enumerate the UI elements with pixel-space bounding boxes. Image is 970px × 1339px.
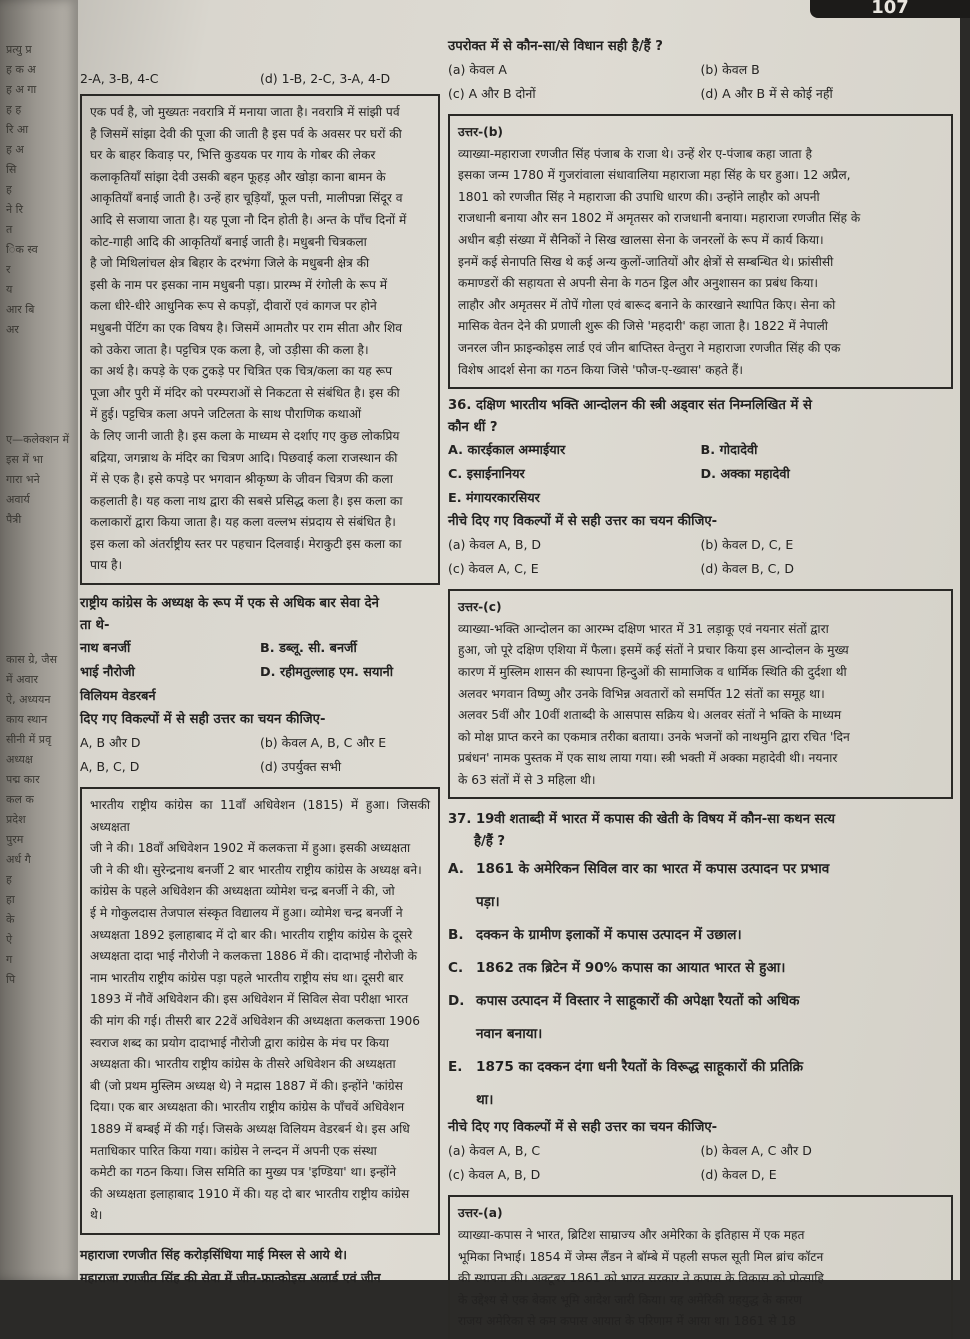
spine-text-line: ह: [6, 873, 12, 886]
explanation-line: 1801 को रणजीत सिंह ने महाराजा की उपाधि धारण की। उन्होंने लाहौर को अपनी: [458, 189, 820, 204]
statement-row: [448, 919, 953, 952]
question-text: उपरोक्त में से कौन-सा/से विधान सही है/हैं ?: [448, 39, 663, 54]
spine-text-line: गारा भने: [6, 473, 40, 486]
explanation-line: व्याख्या-कपास ने भारत, ब्रिटिश साम्राज्य और अमेरिका के इतिहास में एक महत: [458, 1228, 805, 1243]
statement-row: [448, 1051, 953, 1084]
answer-choices-row-2: [448, 557, 953, 581]
spine-text-line: ह अ: [6, 143, 24, 156]
explanation-line: विशेष आदर्श सेना का गठन किया जिसे 'फौज-ए-ख्वास' कहते हैं।: [458, 362, 743, 377]
statement-row: [448, 985, 953, 1018]
explanation-line: पाय है।: [90, 558, 123, 573]
question-text-cont: ता थे-: [80, 618, 110, 634]
choice-c: A, B, C, D: [80, 759, 140, 775]
spine-text-line: अर्ध गै: [6, 853, 31, 866]
option-b: B. डब्लू. सी. बनर्जी: [260, 641, 357, 657]
option-e: E. मंगायरकारसियर: [448, 491, 540, 507]
choice-d: (d) A और B में से कोई नहीं: [700, 86, 833, 101]
statement-text: नवान बनाया।: [476, 1026, 543, 1043]
spine-text-line: पैत्री: [6, 513, 22, 526]
statement-row: [448, 886, 953, 919]
explanation-line: थे।: [90, 1208, 103, 1223]
spine-text-line: रि आ: [6, 123, 29, 136]
spine-text-line: अवार्य: [6, 493, 30, 506]
spine-text-line: के: [6, 913, 15, 926]
right-column: [448, 36, 953, 1339]
spine-text-line: ए—कलेक्शन में: [6, 433, 70, 446]
explanation-line: भारतीय राष्ट्रीय कांग्रेस का 11वाँ अधिवेशन (1815) में हुआ। जिसकी अध्यक्षता: [90, 798, 430, 834]
option-c: C. इसाईनानियर: [448, 467, 525, 483]
choice-b: (b) केवल A, B, C और E: [260, 735, 387, 751]
answer-label: उत्तर-(c): [458, 600, 502, 615]
answer-label: उत्तर-(b): [458, 125, 504, 139]
spine-text-line: य: [6, 283, 13, 296]
answer-choices-row-1: [448, 1139, 953, 1163]
explanation-line: की स्थापना की। अक्टूबर 1861 को भारत सरकार ने कपास के विकास को प्रोत्साहि: [458, 1271, 824, 1286]
choice-c: (c) केवल A, C, E: [448, 561, 539, 577]
spine-text-line: अर: [6, 323, 19, 336]
choice-d: (d) उपर्युक्त सभी: [260, 759, 342, 775]
left-column: [80, 68, 440, 1289]
question-text: 37. 19वी शताब्दी में भारत में कपास की खेती के विषय में कौन-सा कथन सत्य: [448, 812, 835, 828]
statement-row: [448, 1018, 953, 1051]
answer-box-ranjit-singh: [448, 114, 953, 389]
spine-text-line: त: [6, 223, 13, 236]
explanation-line: के लिए जानी जाती है। इस कला के माध्यम से दर्शाए गए कुछ लोकप्रिय: [90, 428, 400, 443]
spine-text-line: काय स्थान: [6, 713, 48, 726]
explanation-line: घर के बाहर किवाड़ पर, भित्ति कुडयक पर गाय के गोबर की लेकर: [90, 148, 376, 163]
question-text-cont: कौन थीं ?: [448, 420, 498, 436]
explanation-line: है जिसमें सांझा देवी की पूजा की जाती है इस पर्व के अवसर पर घरों की: [90, 126, 402, 141]
spine-text-line: कास ग्रे, जैस: [6, 653, 58, 666]
explanation-line: जी ने की थी। सुरेन्द्रनाथ बनर्जी 2 बार भारतीय राष्ट्रीय कांग्रेस के अध्यक्ष बने।: [90, 862, 422, 877]
explanation-line: स्वराज शब्द का प्रयोग दादाभाई नौरोजी द्वारा कांग्रेस के मंच पर किया: [90, 1035, 389, 1050]
statement-row: [448, 1084, 953, 1117]
spine-text-line: सि: [6, 163, 17, 176]
explanation-line: ई मे गोकुलदास तेजपाल संस्कृत विद्यालय में हुआ। व्योमेश चन्द्र बनर्जी ने: [90, 906, 403, 921]
spine-text-line: में अवार: [6, 673, 38, 686]
spine-text-line: इस में भा: [6, 453, 43, 466]
statement-text: दक्कन के ग्रामीण इलाकों में कपास उत्पादन में उछाल।: [476, 927, 742, 944]
spine-text-line: अध्यक्ष: [6, 753, 33, 766]
explanation-line: पूजा और पुरी में मंदिर को परम्पराओं से निकटता से संबंधित है। इस की: [90, 385, 400, 400]
explanation-line: 1889 में बम्बई में की गई। जिसके अध्यक्ष विलियम वेडरबर्न थे। इस अधि: [90, 1121, 410, 1136]
spine-text-line: ह अ गा: [6, 83, 37, 96]
answer-label: उत्तर-(a): [458, 1206, 503, 1221]
explanation-line: आकृतियाँ बनाई जाती है। उन्हें हार चूड़ियाँ, फूल पत्ती, मालीपन्ना सिंदूर व: [90, 191, 403, 206]
explanation-line: के 63 संतों में से 3 महिला थी।: [458, 772, 596, 787]
answer-choices-row-2: [448, 82, 953, 106]
spine-text-line: आर बि: [6, 303, 35, 316]
option-d: (d) 1-B, 2-C, 3-A, 4-D: [260, 71, 391, 86]
explanation-line: का अर्थ है। कपड़े के एक टुकड़े पर चित्रित एक चित्र/कला का यह रूप: [90, 364, 393, 379]
choice-b: (b) केवल B: [700, 62, 760, 77]
statement-text: पड़ा।: [476, 894, 500, 911]
answer-box-bhakti: [448, 589, 953, 799]
question-text: राष्ट्रीय कांग्रेस के अध्यक्ष के रूप में एक से अधिक बार सेवा देने: [80, 596, 379, 612]
choice-a: (a) केवल A, B, C: [448, 1143, 541, 1159]
spine-text-line: पि: [6, 973, 16, 986]
explanation-line: बद्रिया, जगन्नाथ के मंदिर का चित्रण आदि। पिछवाई कला राजस्थान की: [90, 450, 398, 465]
next-explanation-start: [80, 1243, 440, 1289]
explanation-line: कोट-गाही आदि की आकृतियाँ बनाई जाती है। मधुबनी चित्रकला: [90, 234, 367, 249]
explanation-line: इनमें कई सेनापति सिख थे कई अन्य कुलों-जातियों और क्षेत्रों से सम्बन्धित थे। फ्रांसीसी: [458, 254, 834, 269]
explanation-line: कमाण्डरों की सहायता से अपनी सेना के गठन ड्रिल और अनुशासन का प्रबंध किया।: [458, 276, 818, 291]
explanation-line: में हुई। पट्टचित्र कला अपने जटिलता के साथ पौराणिक कथाओं: [90, 407, 362, 422]
explanation-line: को उकेरा जाता है। पट्टचित्र एक कला है, जो उड़ीसा की कला है।: [90, 342, 369, 357]
spine-text-line: सीनी में प्रवृ: [6, 733, 52, 746]
question-instruction: नीचे दिए गए विकल्पों में से सही उत्तर का चयन कीजिए-: [448, 1120, 718, 1136]
option-d: D. अक्का महादेवी: [700, 467, 790, 483]
explanation-line: मधुबनी पेंटिंग का एक विषय है। जिसमें आमतौर पर राम सीता और शिव: [90, 320, 403, 335]
choice-b: (b) केवल D, C, E: [700, 537, 794, 553]
explanation-line: राजय अमेरिका से कम कपास आयात के परिणाम में आया था। 1861 से 18: [458, 1314, 797, 1329]
statement-text: कपास उत्पादन में विस्तार ने साहूकारों की अपेक्षा रैयतों को अधिक: [476, 993, 800, 1010]
answer-choices-row-1: [448, 58, 953, 82]
explanation-line: है जो मिथिलांचल क्षेत्र बिहार के दरभंगा जिले के मधुबनी क्षेत्र की: [90, 256, 370, 271]
statement-letter: C.: [448, 960, 464, 977]
previous-question-tail: [448, 36, 953, 106]
spine-text-line: ने रि: [6, 203, 23, 216]
spine-text-line: ह: [6, 183, 12, 196]
statement-row: [448, 952, 953, 985]
explanation-line: अलवर 5वीं और 10वीं शताब्दी के आसपास सक्रिय थे। अलवर संतों ने भक्ति के माध्यम: [458, 708, 842, 723]
explanation-line: को मोक्ष प्राप्त करने का एकमात्र तरीका बताया। उनके भजनों को नाथमुनि द्वारा रचित 'दिन: [458, 729, 850, 744]
explanation-line: व्याख्या-भक्ति आन्दोलन का आरम्भ दक्षिण भारत में 31 लड़ाकू एवं नयनार संतों द्वारा: [458, 621, 829, 636]
explanation-line: मासिक वेतन देने की प्रणाली शुरू की जिसे 'महदारी' कहा जाता है। 1822 में नेपाली: [458, 319, 828, 334]
spine-text-line: ह ह: [6, 103, 22, 116]
explanation-line: इसी के नाम पर इसका नाम मधुबनी पड़ा। प्रारम्भ में रंगोली के रूप में: [90, 277, 388, 292]
explanation-line: भूमिका निभाई। 1854 में जेम्स लैंडन ने बॉम्बे में पहली सफल सूती मिल ब्रांच कॉटन: [458, 1249, 824, 1264]
spine-text-line: ऐ: [6, 933, 13, 946]
spine-text-line: प्रत्यु प्र: [6, 43, 32, 56]
explanation-line: कलाकृतियाँ सांझा देवी उसकी बहन फूहड़ और खोड़ा काना बामन के: [90, 169, 386, 184]
spine-text-line: ग: [6, 953, 13, 966]
choice-c: (c) A और B दोनों: [448, 86, 536, 101]
explanation-line: अध्यक्षता 1892 इलाहाबाद में दो बार की। भारतीय राष्ट्रीय कांग्रेस के दूसरे: [90, 927, 413, 942]
statement-text: 1862 तक ब्रिटेन में 90% कपास का आयात भारत से हुआ।: [476, 960, 786, 977]
option-a: नाथ बनर्जी: [80, 641, 131, 657]
explanation-line: कलाकारों द्वारा किया जाता है। यह कला वल्लभ संप्रदाय से संबंधित है।: [90, 515, 396, 530]
explanation-line: राजधानी बनाया और सन 1802 में अमृतसर को राजधानी बनाया। महाराजा रणजीत सिंह के: [458, 211, 861, 226]
statement-row: [448, 853, 953, 886]
explanation-line: लाहौर और अमृतसर में तोपें गोला एवं बारूद बनाने के कारखाने स्थापित किए। सेना को: [458, 297, 836, 312]
question-text-cont: है/हैं ?: [474, 834, 506, 850]
choice-a: (a) केवल A: [448, 62, 507, 77]
spine-text-line: कल क: [6, 793, 34, 806]
option-c: भाई नौरोजी: [80, 665, 135, 681]
tail-line-1: महाराजा रणजीत सिंह करोड़सिंधिया माई मिस्ल से आये थे।: [80, 1246, 347, 1262]
explanation-line: जनरल जीन फ्राइन्कोइस लार्ड एवं जीन बाप्तिस्त वेन्तुरा ने महाराजा रणजीत सिंह की एक: [458, 340, 841, 355]
question-options-row-1: [80, 637, 440, 661]
spine-text-line: र: [6, 263, 11, 276]
question-congress: [80, 593, 440, 779]
spine-text-lower: [6, 650, 66, 990]
spine-text-line: हा: [6, 893, 15, 906]
spine-text-middle: [6, 430, 70, 530]
explanation-line: इस कला को अंतर्राष्ट्रीय स्तर पर पहचान दिलवाई। मेराकुटी इस कला का: [90, 536, 402, 551]
explanation-line: अध्यक्षता की। भारतीय राष्ट्रीय कांग्रेस के तीसरे अधिवेशन की अध्यक्षता: [90, 1057, 396, 1072]
statement-text: था।: [476, 1092, 494, 1109]
choice-a: (a) केवल A, B, D: [448, 537, 542, 553]
explanation-line: कारण में मुस्लिम शासन की स्थापना हिन्दुओं की सामाजिक व धार्मिक स्थिति की दुर्दशा थी: [458, 664, 847, 679]
answer-choices-row-2: [80, 755, 440, 779]
explanation-line: एक पर्व है, जो मुख्यतः नवरात्रि में मनाया जाता है। नवरात्रि में सांझी पर्व: [90, 105, 400, 119]
choice-b: (b) केवल A, C और D: [700, 1143, 812, 1159]
answer-choices-row-1: [448, 533, 953, 557]
explanation-line: कला धीरे-धीरे आधुनिक रूप से कपड़ों, दीवारों एवं कागज पर होने: [90, 299, 377, 314]
explanation-line: कहलाती है। यह कला नाथ द्वारा की सबसे प्रसिद्ध कला है। इस कला का: [90, 493, 403, 508]
statement-letter: E.: [448, 1059, 463, 1076]
explanation-line: अध्यक्षता दादा भाई नौरोजी ने कलकत्ता 1886 में की। दादाभाई नौरोजी के: [90, 949, 417, 964]
option-e: विलियम वेडरबर्न: [80, 689, 156, 705]
question-options-row-2: [80, 661, 440, 685]
choice-c: (c) केवल A, B, D: [448, 1167, 541, 1183]
statement-text: 1861 के अमेरिकन सिविल वार का भारत में कपास उत्पादन पर प्रभाव: [476, 861, 830, 878]
statement-letter: B.: [448, 927, 464, 944]
question-37-statements: [448, 853, 953, 1117]
explanation-line: कांग्रेस के पहले अधिवेशन की अध्यक्षता व्योमेश चन्द्र बनर्जी ने की, जो: [90, 884, 395, 899]
explanation-line: की अध्यक्षता इलाहाबाद 1910 में की। यह दो बार भारतीय राष्ट्रीय कांग्रेस: [90, 1186, 410, 1201]
choice-d: (d) केवल D, E: [700, 1167, 777, 1183]
answer-choices-row-1: [80, 731, 440, 755]
explanation-line: जी ने की। 18वाँ अधिवेशन 1902 में कलकत्ता में हुआ। इसकी अध्यक्षता: [90, 841, 411, 856]
explanation-line: मताधिकार पारित किया गया। कांग्रेस ने लन्दन में अपनी एक संस्था: [90, 1143, 377, 1158]
question-36: [448, 395, 953, 581]
question-options-row-1: [448, 439, 953, 463]
question-instruction: दिए गए विकल्पों में से सही उत्तर का चयन कीजिए-: [80, 712, 326, 728]
spine-text-line: ह क अ: [6, 63, 36, 76]
explanation-line: की मांग की गई। तीसरी बार 22वें अधिवेशन की अध्यक्षता कलकत्ता 1906: [90, 1014, 420, 1028]
explanation-line: व्याख्या-महाराजा रणजीत सिंह पंजाब के राजा थे। उन्हें शेर ए-पंजाब कहा जाता है: [458, 146, 812, 161]
explanation-line: अधीन बड़ी संख्या में सैनिकों ने सिख खालसा सेना के जनरलों के रूप में कार्य किया।: [458, 232, 824, 247]
explanation-line: दिया। एक बार अध्यक्षता की। भारतीय राष्ट्रीय कांग्रेस के पाँचवें अधिवेशन: [90, 1100, 405, 1115]
statement-text: 1875 का दक्कन दंगा धनी रैयतों के विरूद्ध साहूकारों की प्रतिक्रि: [476, 1059, 804, 1076]
spine-text-line: प्रदेश: [6, 813, 26, 826]
option-a: A. कारईकाल अम्माईयार: [448, 443, 566, 459]
question-instruction: नीचे दिए गए विकल्पों में से सही उत्तर का चयन कीजिए-: [448, 514, 718, 530]
spine-text-line: ऐ, अध्ययन: [6, 693, 51, 706]
statement-letter: A.: [448, 861, 464, 878]
question-text: 36. दक्षिण भारतीय भक्ति आन्दोलन की स्त्री अड्वार संत निम्नलिखित में से: [448, 398, 812, 414]
spine-text-line: िक स्व: [6, 243, 38, 256]
prev-question-options: [80, 68, 440, 90]
page-number: 107: [810, 0, 970, 18]
explanation-line: में से एक है। इसे कपड़े पर भगवान श्रीकृष्ण के जीवन चित्रण की कला: [90, 472, 393, 487]
question-37: [448, 809, 953, 1187]
tail-line-2: महाराजा रणजीत सिंह की सेवा में जीन-फ्रान्कोइस अलार्ड एवं जीन: [80, 1269, 381, 1285]
question-options-row-2: [448, 463, 953, 487]
option-c: 2-A, 3-B, 4-C: [80, 71, 159, 86]
explanation-line: कमेटी का गठन किया। जिस समिति का मुख्य पत्र 'इण्डिया' था। इन्होंने: [90, 1165, 396, 1180]
option-b: B. गोदादेवी: [700, 443, 758, 459]
explanation-line: बी (जो प्रथम मुस्लिम अध्यक्ष थे) ने मद्रास 1887 में की। इन्होंने 'कांग्रेस: [90, 1078, 403, 1093]
choice-d: (d) केवल B, C, D: [700, 561, 794, 577]
answer-choices-row-2: [448, 1163, 953, 1187]
explanation-line: नाम भारतीय राष्ट्रीय कांग्रेस पड़ा पहले भारतीय राष्ट्रीय संघ था। दूसरी बार: [90, 970, 404, 985]
explanation-line: अलवर भगवान विष्णु और उनके विभिन्न अवतारों को समर्पित 12 संतों का समूह था।: [458, 686, 825, 701]
explanation-line: इसका जन्म 1780 में गुजरांवाला संधावालिया महाराजा महा सिंह के घर हुआ। 12 अप्रैल,: [458, 168, 851, 183]
explanation-box-congress: [80, 787, 440, 1235]
explanation-line: आदि से सजाया जाता है। यह पूजा नौ दिन होती है। अन्त के पाँच दिनों में: [90, 212, 407, 227]
explanation-line: प्रबंधन' नामक पुस्तक में एक साथ लाया गया। स्त्री भक्ती में अक्का महादेवी थी। नयनार: [458, 751, 838, 766]
option-d: D. रहीमतुल्लाह एम. सयानी: [260, 665, 394, 681]
explanation-box-art-forms: [80, 94, 440, 585]
explanation-line: के उद्देश्य से एक बेकार भूमि आदेश जारी किया। यह अमेरिकी ग्रहयुद्ध के कारण: [458, 1292, 802, 1307]
answer-box-cotton: [448, 1195, 953, 1339]
book-spine: [0, 0, 78, 1280]
choice-a: A, B और D: [80, 735, 141, 751]
statement-letter: D.: [448, 993, 465, 1010]
explanation-line: 1893 में नौवें अधिवेशन की। इस अधिवेशन में सिविल सेवा परीक्षा भारत: [90, 992, 409, 1007]
spine-text-line: पद्म कार: [6, 773, 40, 786]
spine-text-line: पुरम: [6, 833, 24, 846]
explanation-line: हुआ, जो पूरे दक्षिण एशिया में फैला। इसमें कई संतों ने प्रचार किया इस आन्दोलन के मुख्य: [458, 643, 849, 658]
spine-text-top: [6, 40, 66, 340]
